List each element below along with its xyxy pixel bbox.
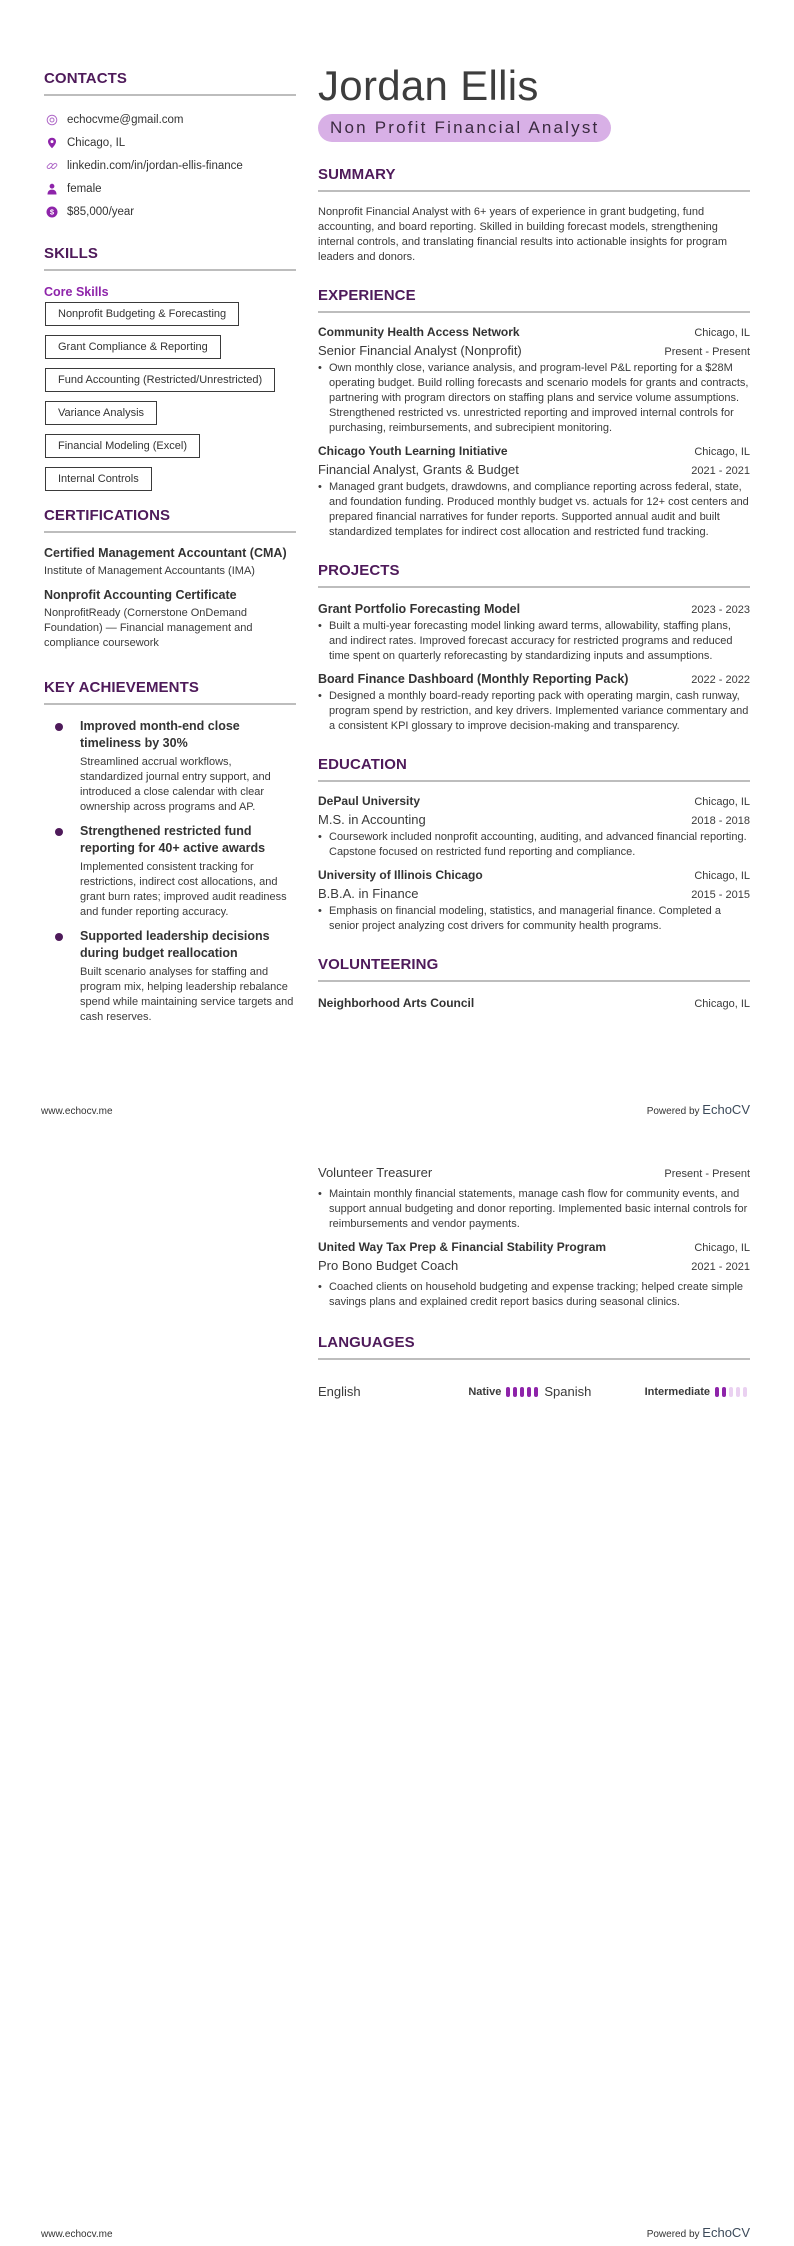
bullet-icon: • xyxy=(318,1281,322,1293)
contact-location xyxy=(44,131,296,154)
brand-name[interactable]: EchoCV xyxy=(702,1102,750,1117)
education-dates: 2018 - 2018 xyxy=(691,815,750,827)
footer-powered-by xyxy=(647,2225,750,2240)
degree: B.B.A. in Finance xyxy=(318,886,419,901)
location-pin-icon xyxy=(46,137,58,149)
employer-name: Community Health Access Network xyxy=(318,325,520,339)
certifications-heading: CERTIFICATIONS xyxy=(44,507,171,524)
bullet-icon: • xyxy=(318,690,322,702)
contact-salary xyxy=(44,200,296,223)
job-dates: Present - Present xyxy=(664,346,750,358)
brand-name[interactable]: EchoCV xyxy=(702,2225,750,2240)
resume-page-2 xyxy=(0,1123,794,2246)
right-column-continued xyxy=(318,1165,750,1399)
achievement-item xyxy=(44,718,296,815)
certification-name: Certified Management Accountant (CMA) xyxy=(44,546,287,560)
languages-heading: LANGUAGES xyxy=(318,1334,415,1351)
job-role: Financial Analyst, Grants & Budget xyxy=(318,462,519,477)
project-entry xyxy=(318,602,750,664)
school-location: Chicago, IL xyxy=(694,870,750,882)
skills-heading: SKILLS xyxy=(44,245,98,262)
summary-section xyxy=(318,166,750,265)
education-heading: EDUCATION xyxy=(318,756,407,773)
bullet-text: Coached clients on household budgeting and expense tracking; helped create simple savings plans and explained credit report basics during seasonal clinics. xyxy=(329,1281,744,1308)
bullet-item xyxy=(318,361,750,436)
achievement-desc: Implemented consistent tracking for restrictions, indirect cost allocations, and grant burn rates; improved audit readiness and funder reporting accuracy. xyxy=(80,861,287,918)
section-divider xyxy=(318,780,750,782)
candidate-name: Jordan Ellis xyxy=(318,62,539,109)
bullet-item xyxy=(318,1280,750,1310)
achievement-item xyxy=(44,823,296,920)
section-divider xyxy=(44,531,296,533)
bullet-item xyxy=(318,904,750,934)
bullet-dot-icon xyxy=(55,828,63,836)
volunteer-location: Chicago, IL xyxy=(694,998,750,1010)
bullet-icon: • xyxy=(318,481,322,493)
contact-linkedin[interactable] xyxy=(44,154,296,177)
volunteer-role: Volunteer Treasurer xyxy=(318,1165,433,1180)
employer-location: Chicago, IL xyxy=(694,327,750,339)
achievement-title: Strengthened restricted fund reporting for 40+ active awards xyxy=(80,824,266,855)
experience-heading: EXPERIENCE xyxy=(318,287,416,304)
section-divider xyxy=(318,190,750,192)
skills-group-label: Core Skills xyxy=(44,285,109,299)
project-name: Board Finance Dashboard (Monthly Reporting Pack) xyxy=(318,672,629,686)
at-icon xyxy=(46,114,58,126)
contact-email-text: echocvme@gmail.com xyxy=(67,113,184,126)
contact-gender xyxy=(44,177,296,200)
volunteer-location: Chicago, IL xyxy=(694,1242,750,1254)
bullet-item xyxy=(318,830,750,860)
skill-tag: Financial Modeling (Excel) xyxy=(45,434,200,458)
bullet-icon: • xyxy=(318,1188,322,1200)
skill-tag: Variance Analysis xyxy=(45,401,157,425)
job-dates: 2021 - 2021 xyxy=(691,465,750,477)
certification-name: Nonprofit Accounting Certificate xyxy=(44,588,237,602)
experience-entry xyxy=(318,444,750,540)
bullet-text: Maintain monthly financial statements, manage cash flow for community events, and support annual budgeting and donor reporting. Implemented basic internal controls for reimbursements and vendor payments. xyxy=(329,1188,748,1230)
footer-website[interactable]: www.echocv.me xyxy=(41,1106,113,1117)
section-divider xyxy=(318,586,750,588)
bullet-dot-icon xyxy=(55,723,63,731)
language-name: Spanish xyxy=(544,1384,592,1399)
education-entry xyxy=(318,868,750,934)
bullet-item xyxy=(318,689,750,734)
summary-text: Nonprofit Financial Analyst with 6+ years of experience in grant budgeting, fund accounting, and board reporting. Skilled in building forecast models, strengthening internal controls, and translating financial results into actionable insights for program leaders and donors. xyxy=(318,206,728,263)
section-divider xyxy=(318,1358,750,1360)
volunteer-org: United Way Tax Prep & Financial Stability Program xyxy=(318,1240,607,1254)
education-section xyxy=(318,756,750,934)
volunteer-org: Neighborhood Arts Council xyxy=(318,996,475,1010)
achievement-item xyxy=(44,928,296,1025)
contact-list xyxy=(44,108,296,223)
bullet-text: Built a multi-year forecasting model linking award terms, allowability, staffing plans, and indirect rates. Improved forecast accuracy for restricted programs and reduced time spent on quarterly reforecasting by standardizing inputs and assumptions. xyxy=(329,620,733,662)
education-entry xyxy=(318,794,750,860)
employer-name: Chicago Youth Learning Initiative xyxy=(318,444,508,458)
skill-tag: Grant Compliance & Reporting xyxy=(45,335,221,359)
achievements-heading: KEY ACHIEVEMENTS xyxy=(44,679,199,696)
certification-item xyxy=(44,587,296,651)
bullet-text: Emphasis on financial modeling, statistics, and managerial finance. Completed a senior project analyzing cost drivers for community health programs. xyxy=(329,905,721,932)
contacts-section xyxy=(44,70,296,223)
skills-section xyxy=(44,245,296,491)
certification-item xyxy=(44,545,296,579)
volunteer-entry-continued xyxy=(318,1165,750,1232)
bullet-text: Own monthly close, variance analysis, and program-level P&L reporting for a $28M operating budget. Build rolling forecasts and scenario models for grants and contracts, partnering with program directors on staffing plans and service volume assumptions. Strengthened restricted vs. unrestricted reporting and improved internal controls for purchasing, reimbursements, and subrecipient monitoring. xyxy=(329,362,749,434)
projects-section xyxy=(318,562,750,734)
achievement-desc: Built scenario analyses for staffing and program mix, helping leadership rebalance spend while maintaining service targets and cash reserves. xyxy=(80,966,294,1023)
project-dates: 2022 - 2022 xyxy=(691,674,750,686)
contact-gender-text: female xyxy=(67,182,102,195)
school-name: University of Illinois Chicago xyxy=(318,868,483,882)
achievement-title: Improved month-end close timeliness by 30% xyxy=(80,719,240,750)
contact-salary-text: $85,000/year xyxy=(67,205,135,218)
project-dates: 2023 - 2023 xyxy=(691,604,750,616)
skill-tag: Fund Accounting (Restricted/Unrestricted) xyxy=(45,368,275,392)
bullet-item xyxy=(318,480,750,540)
degree: M.S. in Accounting xyxy=(318,812,426,827)
achievements-section xyxy=(44,679,296,1025)
language-name: English xyxy=(318,1384,361,1399)
certification-org: NonprofitReady (Cornerstone OnDemand Foundation) — Financial management and compliance coursework xyxy=(44,607,253,649)
volunteer-dates: 2021 - 2021 xyxy=(691,1261,750,1273)
volunteer-entry xyxy=(318,1240,750,1310)
contacts-heading: CONTACTS xyxy=(44,70,128,87)
bullet-text: Managed grant budgets, drawdowns, and compliance reporting across federal, state, and foundation funding. Produced monthly budget vs. actuals for 12+ cost centers and prepared financial narratives for funder reports. Supported annual audit and built standardized templates for indirect cost allocation and restricted fund tracking. xyxy=(329,481,749,538)
projects-heading: PROJECTS xyxy=(318,562,400,579)
certification-org: Institute of Management Accountants (IMA) xyxy=(44,565,255,577)
experience-entry xyxy=(318,325,750,436)
employer-location: Chicago, IL xyxy=(694,446,750,458)
powered-by-label: Powered by xyxy=(646,1106,700,1117)
language-level: Native xyxy=(468,1385,502,1398)
summary-heading: SUMMARY xyxy=(318,166,396,183)
education-dates: 2015 - 2015 xyxy=(691,889,750,901)
language-list xyxy=(318,1384,750,1399)
left-column xyxy=(44,70,296,1025)
language-item xyxy=(318,1384,541,1399)
powered-by-label: Powered by xyxy=(646,2229,700,2240)
project-name: Grant Portfolio Forecasting Model xyxy=(318,602,521,616)
bullet-icon: • xyxy=(318,620,322,632)
section-divider xyxy=(44,94,296,96)
experience-section xyxy=(318,287,750,540)
language-level: Intermediate xyxy=(644,1385,710,1398)
language-item xyxy=(544,1384,750,1399)
right-column xyxy=(318,62,750,1010)
achievement-title: Supported leadership decisions during budget reallocation xyxy=(80,929,270,960)
project-entry xyxy=(318,672,750,734)
skill-tag: Nonprofit Budgeting & Forecasting xyxy=(45,302,239,326)
bullet-dot-icon xyxy=(55,933,63,941)
volunteer-entry-header xyxy=(318,996,750,1010)
skill-tag: Internal Controls xyxy=(45,467,152,491)
school-name: DePaul University xyxy=(318,794,421,808)
proficiency-dots-icon xyxy=(715,1387,750,1397)
section-divider xyxy=(44,703,296,705)
job-title-pill: Non Profit Financial Analyst xyxy=(318,114,611,142)
link-icon xyxy=(46,160,58,172)
certifications-section xyxy=(44,507,296,651)
section-divider xyxy=(318,311,750,313)
bullet-icon: • xyxy=(318,362,322,374)
achievement-desc: Streamlined accrual workflows, standardized journal entry support, and introduced a close calendar with clear ownership across programs and AP. xyxy=(80,756,271,813)
languages-section xyxy=(318,1334,750,1399)
bullet-icon: • xyxy=(318,905,322,917)
contact-location-text: Chicago, IL xyxy=(67,136,126,149)
bullet-text: Designed a monthly board-ready reporting pack with operating margin, cash runway, program spend by restriction, and key drivers. Implemented variance commentary and a consistent KPI glossary to improve decision-making and transparency. xyxy=(329,690,749,732)
contact-email[interactable] xyxy=(44,108,296,131)
dollar-coin-icon xyxy=(46,206,58,218)
skill-tag-list xyxy=(44,302,296,491)
volunteering-heading: VOLUNTEERING xyxy=(318,956,439,973)
section-divider xyxy=(318,980,750,982)
section-divider xyxy=(44,269,296,271)
contact-linkedin-text: linkedin.com/in/jordan-ellis-finance xyxy=(67,159,243,172)
footer-website[interactable]: www.echocv.me xyxy=(41,2229,113,2240)
bullet-icon: • xyxy=(318,831,322,843)
person-icon xyxy=(46,183,58,195)
bullet-item xyxy=(318,1187,750,1232)
volunteering-section xyxy=(318,956,750,1010)
volunteer-role: Pro Bono Budget Coach xyxy=(318,1258,459,1273)
job-role: Senior Financial Analyst (Nonprofit) xyxy=(318,343,522,358)
footer-powered-by xyxy=(647,1102,750,1117)
svg-text:$: $ xyxy=(49,207,55,217)
bullet-item xyxy=(318,619,750,664)
bullet-text: Coursework included nonprofit accounting, auditing, and advanced financial reporting. Capstone focused on restricted fund reporting and compliance. xyxy=(329,831,747,858)
school-location: Chicago, IL xyxy=(694,796,750,808)
volunteer-dates: Present - Present xyxy=(664,1168,750,1180)
proficiency-dots-icon xyxy=(506,1387,541,1397)
